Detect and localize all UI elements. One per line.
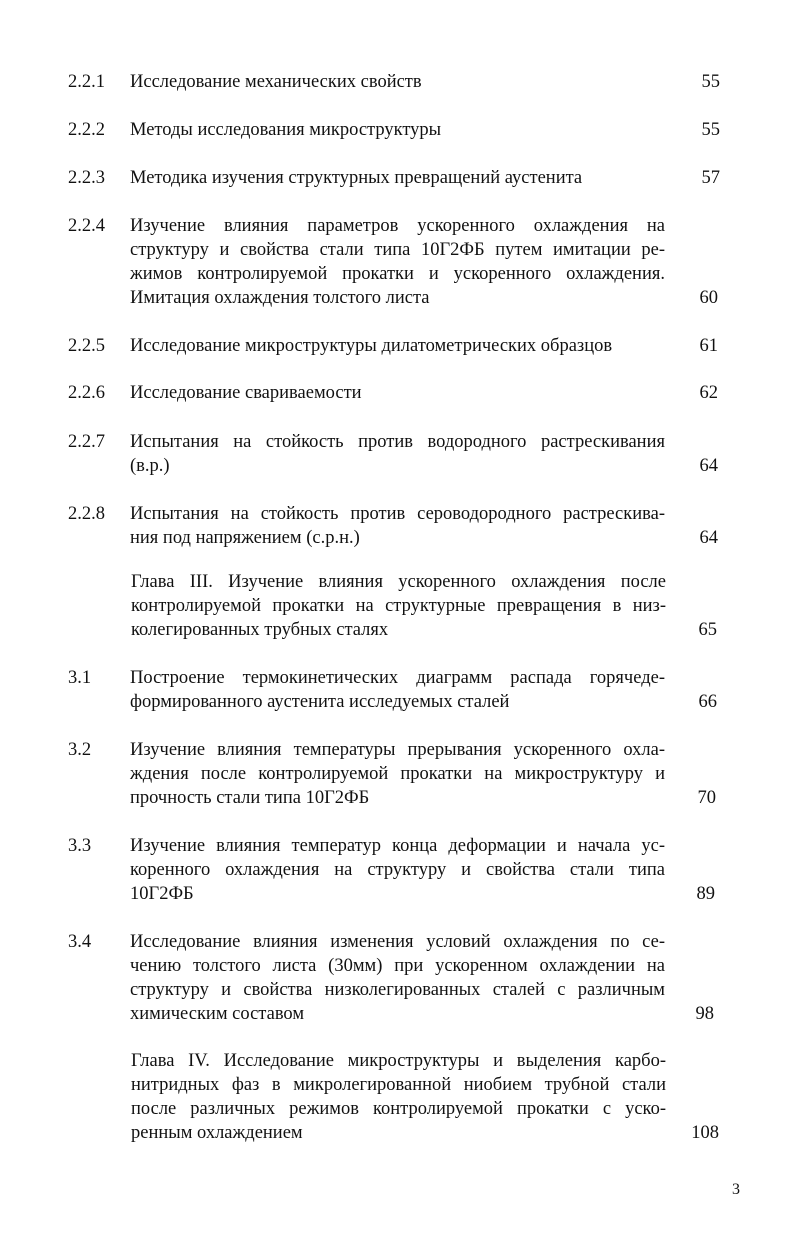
section-number: 2.2.6 [68,383,105,403]
page-number: 65 [698,620,717,640]
page-number: 108 [691,1123,719,1143]
page-number: 55 [701,120,720,140]
section-number: 2.2.5 [68,336,105,356]
section-title [130,930,665,1026]
page-number: 64 [699,528,718,548]
section-number: 3.4 [68,932,92,952]
section-title [130,502,665,550]
title-line: Имитация охлаждения толстого листа [130,288,430,308]
title-line: прочность стали типа 10Г2ФБ [130,788,370,808]
title-line: 10Г2ФБ [130,884,194,904]
section-number: 2.2.3 [68,168,105,188]
page-number: 66 [698,692,717,712]
chapter-title [131,570,666,642]
section-number: 2.2.2 [68,120,105,140]
title-line: ренным охлаждением [131,1123,303,1143]
page-number: 60 [699,288,718,308]
page-number: 70 [697,788,716,808]
title-line: жимов контролируемой прокатки и ускоренного охлаждения. [130,264,665,284]
title-line: Глава IV. Исследование микроструктуры и выделения карбо- [131,1051,666,1071]
section-title [130,70,665,94]
title-line: Глава III. Изучение влияния ускоренного охлаждения после [131,572,666,592]
title-line: Изучение влияния температуры прерывания ускоренного охла- [130,740,665,760]
section-number: 2.2.8 [68,504,105,524]
section-number: 3.3 [68,836,92,856]
title-line: Испытания на стойкость против сероводородного растрескива- [130,504,665,524]
title-line: формированного аустенита исследуемых сталей [130,692,510,712]
title-line: ния под напряжением (с.р.н.) [130,528,360,548]
page-number: 98 [695,1004,714,1024]
title-line: Исследование свариваемости [130,383,362,403]
title-line: Исследование влияния изменения условий охлаждения по се- [130,932,665,952]
title-line: Методика изучения структурных превращений аустенита [130,168,583,188]
section-number: 3.2 [68,740,92,760]
page-number: 89 [696,884,715,904]
section-number: 3.1 [68,668,92,688]
title-line: после различных режимов контролируемой прокатки с уско- [131,1099,666,1119]
section-number: 2.2.1 [68,72,105,92]
title-line: чению толстого листа (30мм) при ускоренном охлаждении на [130,956,665,976]
title-line: химическим составом [130,1004,305,1024]
section-title [130,834,665,906]
title-line: коренного охлаждения на структуру и свойства стали типа [130,860,665,880]
title-line: (в.р.) [130,456,170,476]
title-line: Методы исследования микроструктуры [130,120,442,140]
page-number: 64 [699,456,718,476]
title-line: контролируемой прокатки на структурные превращения в низ- [131,596,666,616]
title-line: Изучение влияния параметров ускоренного охлаждения на [130,216,665,236]
title-line: колегированных трубных сталях [131,620,389,640]
chapter-title [131,1049,666,1145]
page-number: 61 [699,336,718,356]
title-line: структуру и свойства стали типа 10Г2ФБ путем имитации ре- [130,240,665,260]
title-line: нитридных фаз в микролегированной ниобием трубной стали [131,1075,666,1095]
page-number: 57 [701,168,720,188]
section-title [130,334,665,358]
footer-page-number: 3 [732,1181,740,1198]
title-line: Исследование механических свойств [130,72,422,92]
page-number: 62 [699,383,718,403]
section-number: 2.2.7 [68,432,105,452]
section-title [130,118,665,142]
title-line: структуру и свойства низколегированных сталей с различным [130,980,665,1000]
section-title [130,666,665,714]
section-title [130,738,665,810]
title-line: Исследование микроструктуры дилатометрических образцов [130,336,613,356]
section-title [130,166,665,190]
section-title [130,430,665,478]
section-title [130,214,665,310]
title-line: Изучение влияния температур конца деформации и начала ус- [130,836,665,856]
section-number: 2.2.4 [68,216,105,236]
title-line: Построение термокинетических диаграмм распада горячеде- [130,668,665,688]
section-title [130,381,665,405]
page-number: 55 [701,72,720,92]
title-line: Испытания на стойкость против водородного растрескивания [130,432,665,452]
title-line: ждения после контролируемой прокатки на микроструктуру и [130,764,665,784]
